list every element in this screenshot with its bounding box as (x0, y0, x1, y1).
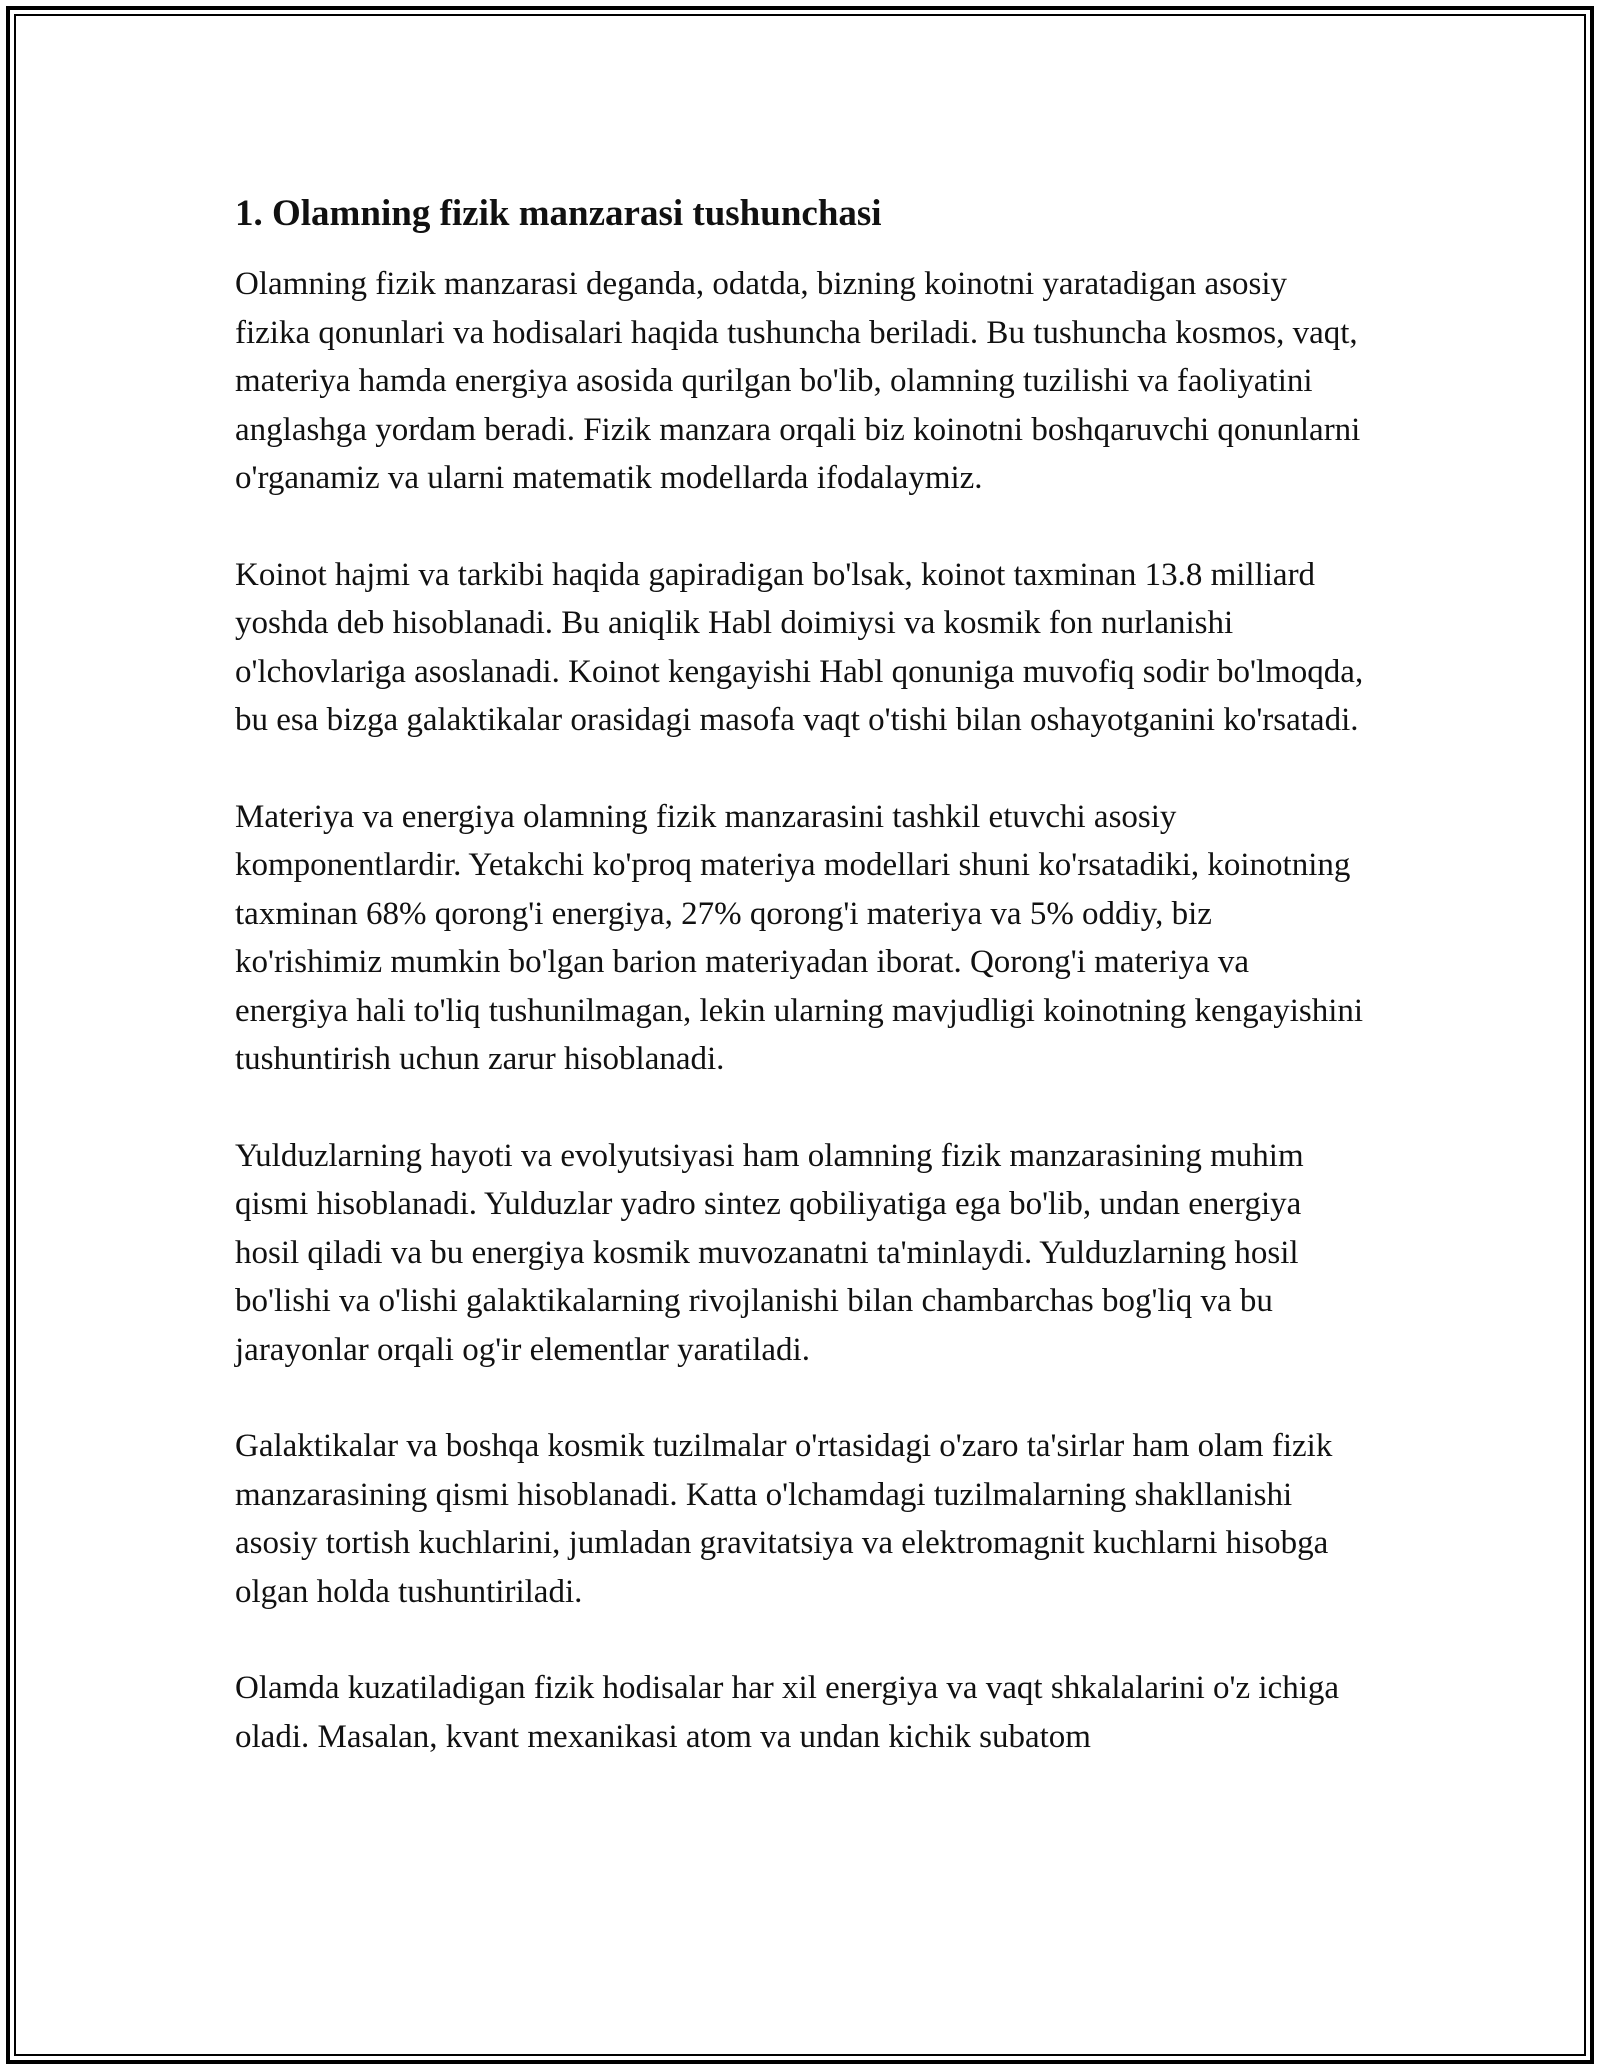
section-heading: 1. Olamning fizik manzarasi tushunchasi (235, 193, 882, 234)
paragraph-intro: Olamning fizik manzarasi deganda, odatda, bizning koinotni yaratadigan asosiy fizika qonunlari va hodisalari haqida tushuncha beriladi. Bu tushuncha kosmos, vaqt, materiya hamda energiya asosida qurilgan bo'lib, olamning tuzilishi va faoliyatini anglashga yordam beradi. Fizik manzara orqali biz koinotni boshqaruvchi qonunlarni o'rganamiz va ularni matematik modellarda ifodalaymiz. (235, 266, 1361, 496)
paragraph-phenomena: Olamda kuzatiladigan fizik hodisalar har xil energiya va vaqt shkalalarini o'z ichiga oladi. Masalan, kvant mexanikasi atom va undan kichik subatom (235, 1670, 1340, 1755)
paragraph-universe-age: Koinot hajmi va tarkibi haqida gapiradigan bo'lsak, koinot taxminan 13.8 milliard yoshda deb hisoblanadi. Bu aniqlik Habl doimiysi va kosmik fon nurlanishi o'lchovlariga asoslanadi. Koinot kengayishi Habl qonuniga muvofiq sodir bo'lmoqda, bu esa bizga galaktikalar orasidagi masofa vaqt o'tishi bilan oshayotganini ko'rsatadi. (235, 556, 1364, 738)
paragraph-stars: Yulduzlarning hayoti va evolyutsiyasi ham olamning fizik manzarasining muhim qismi hisoblanadi. Yulduzlar yadro sintez qobiliyatiga ega bo'lib, undan energiya hosil qiladi va bu energiya kosmik muvozanatni ta'minlaydi. Yulduzlarning hosil bo'lishi va o'lishi galaktikalarning rivojlanishi bilan chambarchas bog'liq va bu jarayonlar orqali og'ir elementlar yaratiladi. (235, 1137, 1304, 1368)
document-body (235, 186, 1365, 1809)
paragraph-galaxies: Galaktikalar va boshqa kosmik tuzilmalar o'rtasidagi o'zaro ta'sirlar ham olam fizik manzarasining qismi hisoblanadi. Katta o'lchamdagi tuzilmalarning shakllanishi asosiy tortish kuchlarini, jumladan gravitatsiya va elektromagnit kuchlarni hisobga olgan holda tushuntiriladi. (235, 1428, 1333, 1610)
paragraph-matter-energy: Materiya va energiya olamning fizik manzarasini tashkil etuvchi asosiy komponentlardir. Yetakchi ko'proq materiya modellari shuni ko'rsatadiki, koinotning taxminan 68% qorong'i energiya, 27% qorong'i materiya va 5% oddiy, biz ko'rishimiz mumkin bo'lgan barion materiyadan iborat. Qorong'i materiya va energiya hali to'liq tushunilmagan, lekin ularning mavjudligi koinotning kengayishini tushuntirish uchun zarur hisoblanadi. (235, 798, 1364, 1077)
